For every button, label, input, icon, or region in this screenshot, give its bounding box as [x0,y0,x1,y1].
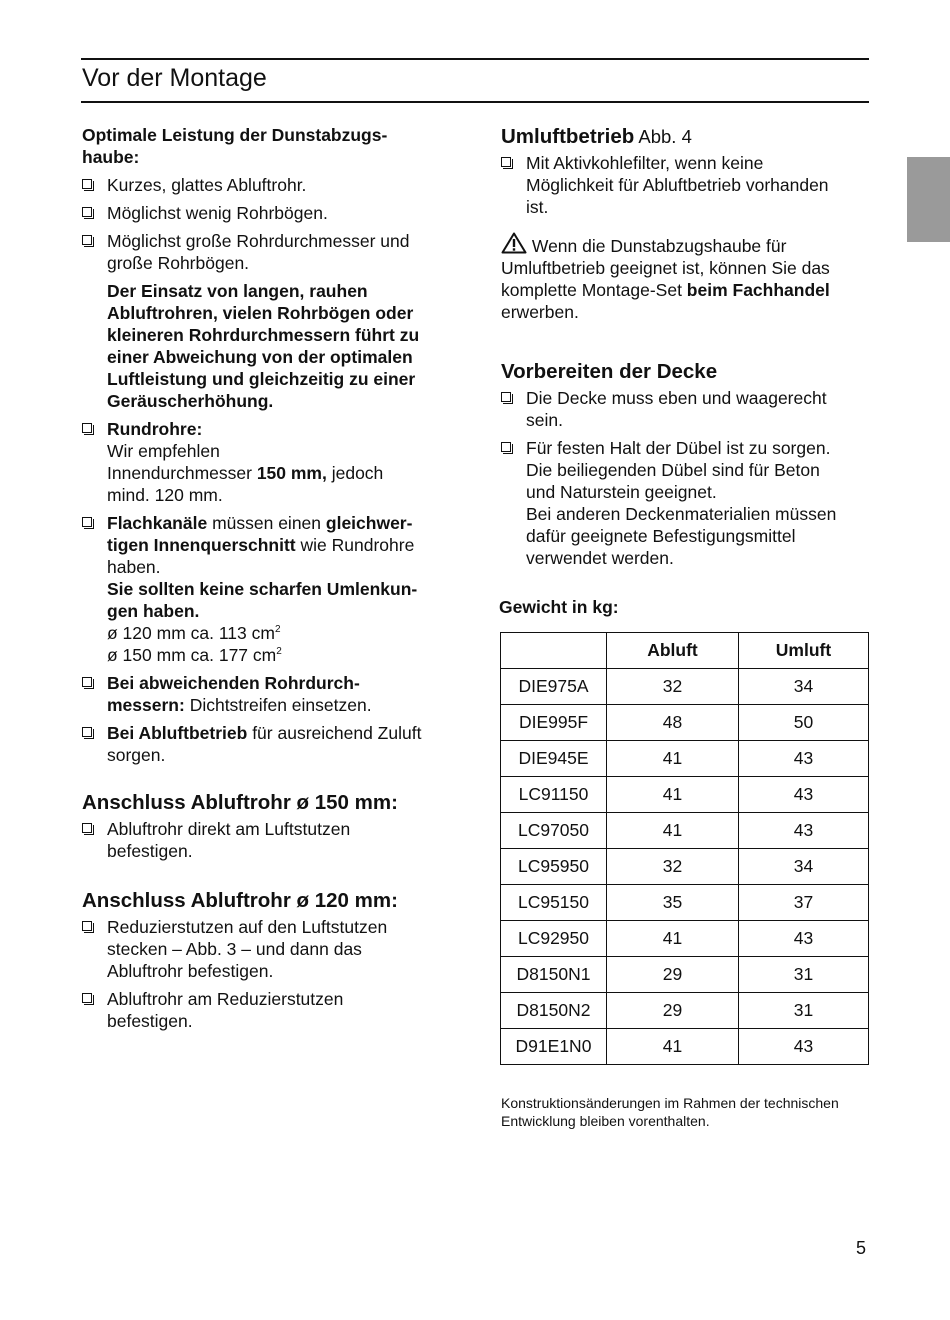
list-item: Mit Aktivkohlefilter, wenn keine Möglichkeit für Abluftbetrieb vorhanden ist. [501,152,869,218]
warning-triangle-icon [501,232,527,254]
table-header-row [501,633,869,669]
table-row [501,921,869,957]
abluft-weight-cell: 29 [607,993,739,1029]
model-cell: LC95950 [501,849,607,885]
umluft-weight-cell: 50 [739,705,869,741]
model-cell: D8150N2 [501,993,607,1029]
optimal-heading: Optimale Leistung der Dunstabzugs- haube: [82,125,388,167]
table-row [501,849,869,885]
anschluss-120-heading: Anschluss Abluftrohr ø 120 mm: [82,889,398,912]
abluft-weight-cell: 41 [607,813,739,849]
checkbox-bullet-icon [501,157,511,167]
list-item: Möglichst wenig Rohrbögen. [82,202,457,224]
checkbox-bullet-icon [82,677,92,687]
model-cell: D8150N1 [501,957,607,993]
warning-paragraph: Der Einsatz von langen, rauhen Abluftrohren, vielen Rohrbögen oder kleineren Rohrdurchmessern führt zu einer Abweichung von der optimalen Luftleistung und gleichzeitig zu einer Geräuscherhöhung. [107,281,420,411]
checkbox-bullet-icon [82,921,92,931]
umluft-heading: Umluftbetrieb Abb. 4 [501,125,692,148]
table-row [501,777,869,813]
list-item-flachkanaele: Flachkanäle müssen einen gleichwer- tigen Innenquerschnitt wie Rundrohre haben. Sie sollten keine scharfen Umlenkun- gen haben. ø 120 mm ca. 113 $cm^2$ ø 150 mm ca. 177 $cm^2$ [82,512,457,666]
model-cell: D91E1N0 [501,1029,607,1065]
checkbox-bullet-icon [82,823,92,833]
umluft-weight-cell: 31 [739,993,869,1029]
page-title: Vor der Montage [82,64,267,92]
umluft-warning: Wenn die Dunstabzugshaube für Umluftbetrieb geeignet ist, können Sie das komplette Montage-Set beim Fachhandel erwerben. [501,232,869,323]
umluft-weight-cell: 34 [739,849,869,885]
table-row [501,1029,869,1065]
list-item: Abluftrohr am Reduzierstutzen befestigen. [82,988,457,1032]
table-row [501,957,869,993]
list-item: Möglichst große Rohrdurchmesser und große Rohrbögen. [82,230,457,274]
umluft-weight-cell: 43 [739,777,869,813]
table-row [501,993,869,1029]
weight-table [500,632,869,1065]
abluft-weight-cell: 41 [607,741,739,777]
model-cell: LC91150 [501,777,607,813]
table-row [501,813,869,849]
abluft-weight-cell: 41 [607,777,739,813]
abluft-weight-cell: 48 [607,705,739,741]
checkbox-bullet-icon [82,993,92,1003]
umluft-weight-cell: 43 [739,813,869,849]
table-header-cell: Abluft [607,633,739,669]
model-cell: LC92950 [501,921,607,957]
optimal-list [82,174,457,766]
list-item: Die Decke muss eben und waagerecht sein. [501,387,869,431]
umluft-weight-cell: 34 [739,669,869,705]
top-rule [81,58,869,60]
umluft-weight-cell: 31 [739,957,869,993]
list-item-abweichend: Bei abweichenden Rohrdurch- messern: Dichtstreifen einsetzen. [82,672,457,716]
model-cell: DIE995F [501,705,607,741]
list-item: Für festen Halt der Dübel ist zu sorgen. Die beiliegenden Dübel sind für Beton und Naturstein geeignet. Bei anderen Deckenmaterialien müssen dafür geeignete Befestigungsmittel verwendet werden. [501,437,869,569]
anschluss-150-heading: Anschluss Abluftrohr ø 150 mm: [82,791,398,814]
right-column [501,124,869,618]
checkbox-bullet-icon [82,179,92,189]
table-row [501,741,869,777]
abluft-weight-cell: 29 [607,957,739,993]
weight-table-body [501,669,869,1065]
section-tab-marker [907,157,950,242]
umluft-weight-cell: 43 [739,741,869,777]
umluft-weight-cell: 37 [739,885,869,921]
table-row [501,885,869,921]
checkbox-bullet-icon [82,423,92,433]
umluft-weight-cell: 43 [739,921,869,957]
footnote: Konstruktionsänderungen im Rahmen der technischen Entwicklung bleiben vorenthalten. [501,1095,839,1129]
checkbox-bullet-icon [82,207,92,217]
abluft-weight-cell: 35 [607,885,739,921]
list-item-rundrohre: Rundrohre: Wir empfehlen Innendurchmesser 150 mm, jedoch mind. 120 mm. [82,418,457,506]
left-column [82,124,457,1032]
checkbox-bullet-icon [501,442,511,452]
checkbox-bullet-icon [501,392,511,402]
table-row [501,705,869,741]
list-item: Kurzes, glattes Abluftrohr. [82,174,457,196]
table-row [501,669,869,705]
table-header-cell [501,633,607,669]
abluft-weight-cell: 32 [607,849,739,885]
abluft-weight-cell: 41 [607,1029,739,1065]
title-underline [81,101,869,103]
list-item: Reduzierstutzen auf den Luftstutzen stecken – Abb. 3 – und dann das Abluftrohr befestigen. [82,916,457,982]
table-header-cell: Umluft [739,633,869,669]
list-item-abluftbetrieb: Bei Abluftbetrieb für ausreichend Zuluft sorgen. [82,722,457,766]
model-cell: LC97050 [501,813,607,849]
decke-heading: Vorbereiten der Decke [501,360,718,383]
checkbox-bullet-icon [82,517,92,527]
weight-heading: Gewicht in kg: [499,597,619,617]
checkbox-bullet-icon [82,727,92,737]
abluft-weight-cell: 41 [607,921,739,957]
page-number: 5 [856,1238,867,1258]
abluft-weight-cell: 32 [607,669,739,705]
model-cell: DIE945E [501,741,607,777]
checkbox-bullet-icon [82,235,92,245]
umluft-weight-cell: 43 [739,1029,869,1065]
model-cell: LC95150 [501,885,607,921]
list-item: Abluftrohr direkt am Luftstutzen befestigen. [82,818,457,862]
model-cell: DIE975A [501,669,607,705]
